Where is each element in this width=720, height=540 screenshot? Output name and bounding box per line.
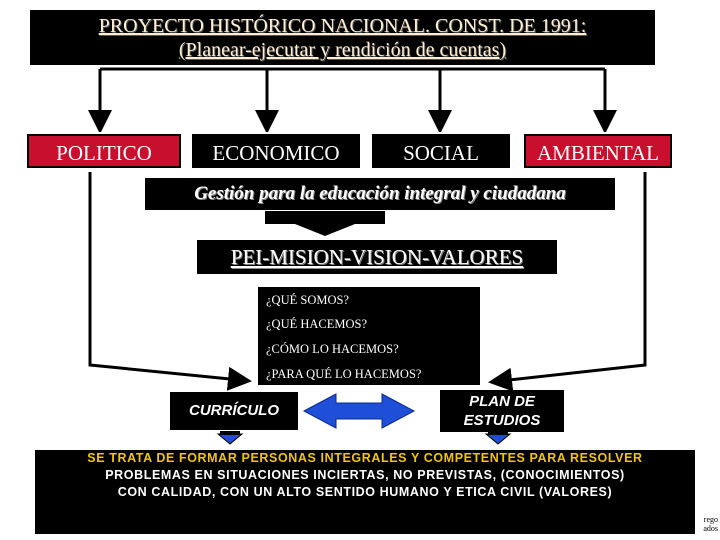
- plan-line-2: ESTUDIOS: [463, 412, 541, 429]
- category-label-politico: POLITICO: [27, 134, 181, 168]
- conclusion-box: [35, 450, 695, 534]
- question-item: ¿CÓMO LO HACEMOS?: [266, 342, 399, 356]
- side-note-line-1: rego: [703, 515, 718, 524]
- question-item: ¿QUÉ HACEMOS?: [266, 317, 368, 331]
- title-line-1: PROYECTO HISTÓRICO NACIONAL. CONST. DE 1991:: [98, 15, 587, 37]
- gestion-banner: Gestión para la educación integral y ciudadana: [145, 178, 615, 210]
- double-arrow-curriculo-plan: [304, 394, 414, 428]
- down-marker-right: [486, 434, 510, 444]
- funnel-shape-gestion: [265, 211, 385, 236]
- plan-de-estudios-box: [440, 390, 564, 432]
- category-economico: [190, 132, 362, 170]
- title-line-2: (Planear-ejecutar y rendición de cuentas): [178, 39, 507, 61]
- category-ambiental: [522, 132, 674, 170]
- title-branch-connector: [100, 69, 605, 122]
- question-item: ¿PARA QUÉ LO HACEMOS?: [266, 367, 422, 381]
- plan-line-1: PLAN DE: [469, 393, 535, 410]
- question-item: ¿QUÉ SOMOS?: [266, 293, 349, 307]
- conclusion-line-3: CON CALIDAD, CON UN ALTO SENTIDO HUMANO Y ETICA CIVIL (VALORES): [117, 485, 613, 499]
- conclusion-line-2: PROBLEMAS EN SITUACIONES INCIERTAS, NO PREVISTAS, (CONOCIMIENTOS): [105, 468, 625, 482]
- side-note: [690, 515, 718, 533]
- down-marker-left: [218, 434, 242, 444]
- category-label-economico: ECONOMICO: [212, 141, 340, 165]
- conclusion-line-1: SE TRATA DE FORMAR PERSONAS INTEGRALES Y COMPETENTES PARA RESOLVER: [87, 451, 643, 465]
- side-note-line-2: ados: [703, 524, 718, 533]
- category-label-social: SOCIAL: [403, 141, 479, 165]
- category-social: [370, 132, 512, 170]
- pei-banner: PEI-MISION-VISION-VALORES: [197, 240, 557, 274]
- category-label-ambiental: AMBIENTAL: [524, 134, 672, 168]
- title-box: [30, 10, 655, 65]
- questions-box: [258, 287, 480, 385]
- category-politico: [25, 132, 183, 170]
- curriculo-box: CURRÍCULO: [170, 392, 298, 430]
